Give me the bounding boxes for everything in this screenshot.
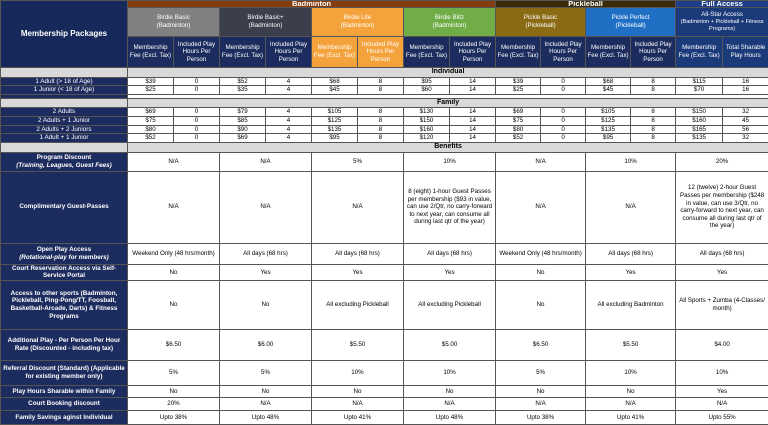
benefit-cell: No [586, 385, 676, 397]
benefit-cell: No [128, 264, 220, 280]
benefit-cell: $6.50 [128, 329, 220, 360]
fee-cell: $150 [404, 117, 450, 126]
fee-cell: $45 [312, 86, 358, 95]
group-full-access: Full Access [676, 1, 768, 8]
section-individual: Individual [128, 68, 768, 78]
plan-sport: (Pickleball) [586, 22, 675, 30]
hours-cell: 0 [541, 117, 586, 126]
col-hours-header: Included Play Hours Per Person [450, 37, 496, 68]
benefit-cell: 20% [128, 397, 220, 410]
hours-cell: 8 [358, 125, 404, 134]
hours-cell: 16 [723, 77, 768, 86]
hours-cell: 4 [266, 125, 312, 134]
fee-cell: $69 [220, 134, 266, 143]
hours-cell: 8 [631, 117, 676, 126]
col-hours-header: Included Play Hours Per Person [541, 37, 586, 68]
hours-cell: 16 [723, 86, 768, 95]
hours-cell: 14 [450, 86, 496, 95]
benefit-label [1, 385, 128, 397]
benefit-cell: All days (68 hrs) [312, 243, 404, 264]
benefit-cell: Weekend Only (48 hrs/month) [496, 243, 586, 264]
fee-cell: $75 [128, 117, 174, 126]
benefit-cell: 10% [586, 152, 676, 171]
benefit-cell: 8 (eight) 1-hour Guest Passes per membership ($93 in value, can use 2/Qtr, no carry-forward to next year, can consume all during last qtr of the year) [404, 171, 496, 243]
benefit-title: Referral Discount (Standard) (Applicable for existing member only) [3, 365, 125, 380]
col-fee-header: Membership Fee (Excl. Tax) [496, 37, 541, 68]
fee-cell: $130 [404, 108, 450, 117]
section-family: Family [128, 98, 768, 108]
benefit-cell: Upto 38% [496, 410, 586, 424]
hours-cell: 4 [266, 117, 312, 126]
plan-sport: (Pickleball) [496, 22, 585, 30]
benefit-cell: N/A [312, 397, 404, 410]
hours-cell: 8 [631, 134, 676, 143]
benefit-cell: $4.00 [676, 329, 768, 360]
hours-cell: 0 [174, 86, 220, 95]
benefit-label [1, 410, 128, 424]
benefit-cell: No [496, 385, 586, 397]
hours-cell: 8 [631, 77, 676, 86]
fee-cell: $45 [586, 86, 631, 95]
hours-cell: 14 [450, 108, 496, 117]
fee-cell: $25 [128, 86, 174, 95]
benefit-cell: 5% [312, 152, 404, 171]
benefit-cell: N/A [586, 397, 676, 410]
benefit-cell: $5.00 [404, 329, 496, 360]
fee-cell: $105 [586, 108, 631, 117]
fee-cell: $150 [676, 108, 723, 117]
benefit-cell: N/A [128, 152, 220, 171]
benefit-title: Court Booking discount [3, 400, 125, 408]
row-label: 1 Junior (< 18 of Age) [1, 86, 128, 95]
benefit-cell: 10% [676, 360, 768, 385]
benefit-subtitle: (Training, Leagues, Guest Fees) [3, 162, 125, 170]
group-badminton: Badminton [128, 1, 496, 8]
plan-header [586, 8, 676, 37]
hours-cell: 45 [723, 117, 768, 126]
benefit-label [1, 243, 128, 264]
benefit-cell: Weekend Only (48 hrs/month) [128, 243, 220, 264]
benefit-cell: All days (68 hrs) [586, 243, 676, 264]
benefit-cell: $5.50 [586, 329, 676, 360]
col-hours-header: Included Play Hours Per Person [174, 37, 220, 68]
col-fee-header: Membership Fee (Excl. Tax) [312, 37, 358, 68]
fee-cell: $75 [496, 117, 541, 126]
benefit-cell: Yes [312, 264, 404, 280]
fee-cell: $125 [586, 117, 631, 126]
hours-cell: 32 [723, 134, 768, 143]
benefit-cell: All excluding Pickleball [404, 280, 496, 329]
benefit-cell: All excluding Badminton [586, 280, 676, 329]
benefit-label [1, 280, 128, 329]
benefit-title: Court Reservation Access via Self-Service Portal [3, 265, 125, 280]
section-spacer [1, 68, 128, 78]
benefit-cell: Upto 48% [220, 410, 312, 424]
fee-cell: $120 [404, 134, 450, 143]
benefit-cell: N/A [676, 397, 768, 410]
benefit-cell: 5% [128, 360, 220, 385]
benefit-cell: No [312, 385, 404, 397]
hours-cell: 8 [631, 86, 676, 95]
fee-cell: $68 [586, 77, 631, 86]
benefit-cell: $6.50 [496, 329, 586, 360]
plan-sport: (Badminton) [220, 22, 311, 30]
benefit-cell: 5% [496, 360, 586, 385]
benefit-cell: 10% [404, 152, 496, 171]
hours-cell: 4 [266, 134, 312, 143]
col-total-hours-header: Total Sharable Play Hours [723, 37, 768, 68]
benefit-cell: All Sports + Zumba (4-Classes/ month) [676, 280, 768, 329]
fee-cell: $68 [312, 77, 358, 86]
hours-cell: 14 [450, 134, 496, 143]
membership-packages-header: Membership Packages [1, 1, 128, 68]
fee-cell: $52 [496, 134, 541, 143]
benefit-cell: Yes [676, 385, 768, 397]
benefit-label [1, 329, 128, 360]
benefit-label [1, 152, 128, 171]
plan-header [220, 8, 312, 37]
hours-cell: 0 [174, 125, 220, 134]
hours-cell: 0 [174, 117, 220, 126]
plan-name: Birdie Basic [128, 14, 219, 22]
hours-cell: 0 [541, 77, 586, 86]
fee-cell: $80 [496, 125, 541, 134]
fee-cell: $60 [404, 86, 450, 95]
benefit-label [1, 171, 128, 243]
benefit-cell: 10% [586, 360, 676, 385]
hours-cell: 8 [358, 117, 404, 126]
hours-cell: 0 [174, 77, 220, 86]
fee-cell: $95 [586, 134, 631, 143]
hours-cell: 4 [266, 77, 312, 86]
col-fee-header: Membership Fee (Excl. Tax) [220, 37, 266, 68]
fee-cell: $69 [128, 108, 174, 117]
col-hours-header: Included Play Hours Per Person [266, 37, 312, 68]
benefit-cell: Yes [404, 264, 496, 280]
plan-header [404, 8, 496, 37]
benefit-title: Play Hours Sharable within Family [3, 388, 125, 396]
plan-header [496, 8, 586, 37]
benefit-label [1, 360, 128, 385]
benefit-title: Additional Play - Per Person Per Hour Rate (Discounted - including tax) [3, 337, 125, 352]
fee-cell: $52 [220, 77, 266, 86]
hours-cell: 0 [541, 125, 586, 134]
benefit-cell: Yes [676, 264, 768, 280]
benefit-cell: N/A [312, 171, 404, 243]
benefit-cell: All days (68 hrs) [404, 243, 496, 264]
benefit-cell: Upto 38% [128, 410, 220, 424]
fee-cell: $95 [404, 77, 450, 86]
benefit-subtitle: (Rotational-play for members) [3, 254, 125, 262]
benefit-cell: N/A [496, 171, 586, 243]
benefit-cell: 10% [404, 360, 496, 385]
benefit-title: Access to other sports (Badminton, Pickleball, Ping-Pong/TT, Foosball, Basketball-Arcade, Darts) & Fitness Programs [3, 290, 125, 321]
fee-cell: $105 [312, 108, 358, 117]
fee-cell: $115 [676, 77, 723, 86]
hours-cell: 0 [541, 108, 586, 117]
benefit-cell: No [496, 280, 586, 329]
row-label: 2 Adults + 2 Juniors [1, 125, 128, 134]
benefit-cell: No [404, 385, 496, 397]
hours-cell: 8 [631, 125, 676, 134]
benefit-cell: All days (68 hrs) [220, 243, 312, 264]
fee-cell: $95 [312, 134, 358, 143]
plan-name: Birdie Blitz [404, 14, 495, 22]
col-fee-header: Membership Fee (Excl. Tax) [676, 37, 723, 68]
hours-cell: 56 [723, 125, 768, 134]
benefit-cell: No [496, 264, 586, 280]
benefit-cell: 5% [220, 360, 312, 385]
plan-sport: (Badminton) [404, 22, 495, 30]
benefit-cell: N/A [586, 171, 676, 243]
fee-cell: $35 [220, 86, 266, 95]
benefit-cell: N/A [220, 397, 312, 410]
plan-sport: (Badminton) [312, 22, 403, 30]
benefit-cell: Upto 55% [676, 410, 768, 424]
fee-cell: $70 [676, 86, 723, 95]
plan-name: Birdie Lite [312, 14, 403, 22]
hours-cell: 8 [631, 108, 676, 117]
benefit-cell: Upto 41% [312, 410, 404, 424]
group-pickleball: Pickleball [496, 1, 676, 8]
hours-cell: 8 [358, 108, 404, 117]
hours-cell: 0 [541, 86, 586, 95]
hours-cell: 14 [450, 77, 496, 86]
fee-cell: $79 [220, 108, 266, 117]
hours-cell: 4 [266, 108, 312, 117]
benefit-cell: No [220, 385, 312, 397]
benefit-title: Complimentary Guest-Passes [3, 203, 125, 211]
row-label: 1 Adult + 1 Junior [1, 134, 128, 143]
benefit-cell: All excluding Pickleball [312, 280, 404, 329]
col-hours-header: Included Play Hours Per Person [358, 37, 404, 68]
section-spacer [1, 143, 128, 153]
row-label: 1 Adult (> 18 of Age) [1, 77, 128, 86]
section-spacer [1, 98, 128, 108]
fee-cell: $160 [676, 117, 723, 126]
plan-sport: (Badminton) [128, 22, 219, 30]
hours-cell: 8 [358, 77, 404, 86]
benefit-cell: No [128, 280, 220, 329]
benefit-cell: $6.00 [220, 329, 312, 360]
hours-cell: 32 [723, 108, 768, 117]
benefit-label [1, 397, 128, 410]
fee-cell: $80 [128, 125, 174, 134]
benefit-title: Family Savings aginst Individual [3, 414, 125, 422]
hours-cell: 8 [358, 134, 404, 143]
plan-header [676, 8, 768, 37]
benefit-cell: N/A [496, 397, 586, 410]
fee-cell: $165 [676, 125, 723, 134]
hours-cell: 0 [541, 134, 586, 143]
plan-name: Pickle Perfect [586, 14, 675, 22]
benefit-title: Program Discount [3, 154, 125, 162]
benefit-cell: N/A [496, 152, 586, 171]
fee-cell: $52 [128, 134, 174, 143]
fee-cell: $160 [404, 125, 450, 134]
hours-cell: 0 [174, 134, 220, 143]
fee-cell: $69 [496, 108, 541, 117]
plan-name: All-Star Access [676, 11, 768, 19]
fee-cell: $90 [220, 125, 266, 134]
benefit-cell: N/A [128, 171, 220, 243]
hours-cell: 0 [174, 108, 220, 117]
hours-cell: 8 [358, 86, 404, 95]
col-fee-header: Membership Fee (Excl. Tax) [586, 37, 631, 68]
plan-sport: (Badminton + Pickleball + Fitness Programs) [676, 19, 768, 33]
benefit-cell: 10% [312, 360, 404, 385]
row-label: 2 Adults + 1 Junior [1, 117, 128, 126]
benefit-label [1, 264, 128, 280]
benefit-cell: 12 (twelve) 2-hour Guest Passes per membership ($248 in value, can use 3/Qtr, no carry-forward to next year, can consume all during last qtr of the year) [676, 171, 768, 243]
benefit-cell: N/A [220, 152, 312, 171]
hours-cell: 14 [450, 117, 496, 126]
benefit-cell: No [128, 385, 220, 397]
plan-name: Birdie Basic+ [220, 14, 311, 22]
col-fee-header: Membership Fee (Excl. Tax) [404, 37, 450, 68]
benefit-cell: N/A [220, 171, 312, 243]
benefit-cell: No [220, 280, 312, 329]
fee-cell: $85 [220, 117, 266, 126]
hours-cell: 4 [266, 86, 312, 95]
hours-cell: 14 [450, 125, 496, 134]
benefit-cell: $5.50 [312, 329, 404, 360]
fee-cell: $135 [586, 125, 631, 134]
benefit-cell: All days (68 hrs) [676, 243, 768, 264]
fee-cell: $135 [676, 134, 723, 143]
benefit-cell: Yes [586, 264, 676, 280]
benefit-title: Open Play Access [3, 246, 125, 254]
benefit-cell: N/A [404, 397, 496, 410]
fee-cell: $39 [496, 77, 541, 86]
benefit-cell: 20% [676, 152, 768, 171]
benefit-cell: Yes [220, 264, 312, 280]
col-fee-header: Membership Fee (Excl. Tax) [128, 37, 174, 68]
fee-cell: $39 [128, 77, 174, 86]
section-benefits: Benefits [128, 143, 768, 153]
row-label: 2 Adults [1, 108, 128, 117]
plan-header [312, 8, 404, 37]
col-hours-header: Included Play Hours Per Person [631, 37, 676, 68]
plan-header [128, 8, 220, 37]
fee-cell: $25 [496, 86, 541, 95]
fee-cell: $125 [312, 117, 358, 126]
plan-name: Pickle Basic [496, 14, 585, 22]
fee-cell: $135 [312, 125, 358, 134]
benefit-cell: Upto 41% [586, 410, 676, 424]
benefit-cell: Upto 48% [404, 410, 496, 424]
